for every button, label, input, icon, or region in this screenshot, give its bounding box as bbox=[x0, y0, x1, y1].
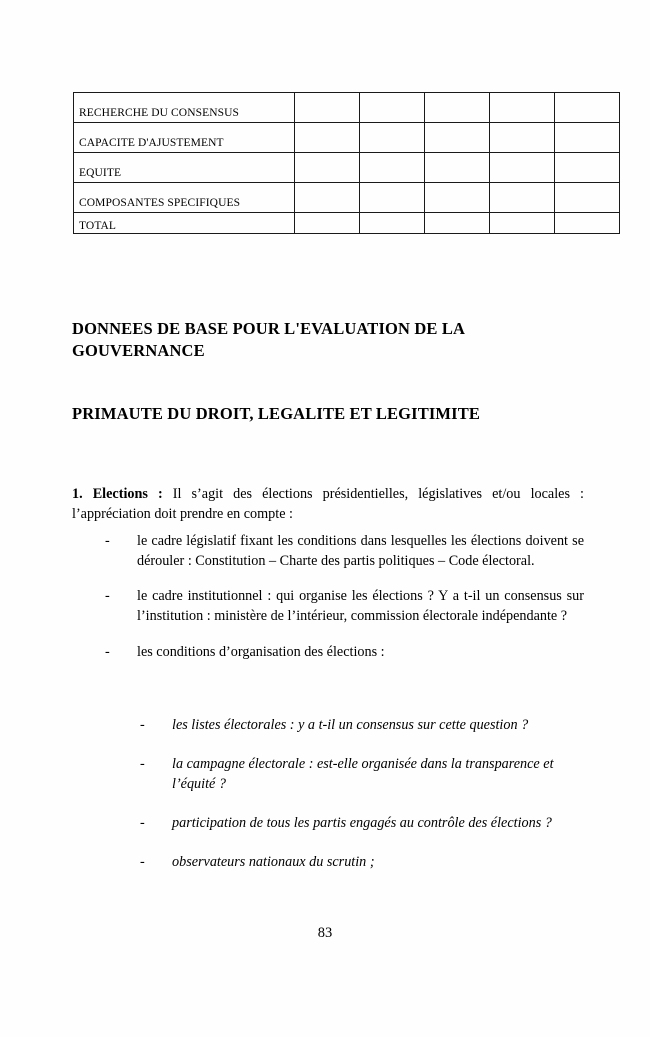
table-cell-empty bbox=[425, 213, 490, 234]
table-row-label: CAPACITE D'AJUSTEMENT bbox=[74, 123, 295, 153]
table-cell-empty bbox=[555, 183, 620, 213]
table-cell-empty bbox=[555, 93, 620, 123]
table-cell-empty bbox=[295, 213, 360, 234]
table-row-label: RECHERCHE DU CONSENSUS bbox=[74, 93, 295, 123]
bullet-dash-icon: - bbox=[105, 533, 110, 549]
intro-paragraph bbox=[72, 484, 584, 524]
table-row bbox=[74, 153, 620, 183]
document-section-heading: PRIMAUTE DU DROIT, LEGALITE ET LEGITIMITE bbox=[72, 404, 481, 423]
sub-list-item bbox=[72, 716, 584, 736]
sub-list-item-text: la campagne électorale : est-elle organisée dans la transparence et l’équité ? bbox=[172, 755, 554, 792]
table-cell-empty bbox=[555, 153, 620, 183]
table-cell-empty bbox=[425, 93, 490, 123]
table-cell-empty bbox=[360, 213, 425, 234]
table-cell-empty bbox=[555, 123, 620, 153]
table-cell-empty bbox=[295, 153, 360, 183]
table-cell-empty bbox=[295, 123, 360, 153]
table-cell-empty bbox=[360, 93, 425, 123]
table-cell-empty bbox=[425, 183, 490, 213]
page-number: 83 bbox=[317, 925, 333, 941]
sub-list-item bbox=[72, 814, 584, 834]
scoring-table bbox=[73, 92, 620, 234]
sub-list-item-text: les listes électorales : y a t-il un consensus sur cette question ? bbox=[172, 717, 529, 733]
table-row-label: TOTAL bbox=[74, 213, 295, 234]
bullet-list bbox=[72, 531, 584, 662]
intro-lead-label: 1. Elections : bbox=[72, 486, 163, 503]
table-cell-empty bbox=[490, 213, 555, 234]
list-item bbox=[72, 642, 584, 662]
sub-bullet-dash-icon: - bbox=[140, 755, 145, 772]
table-cell-empty bbox=[425, 123, 490, 153]
table-row bbox=[74, 183, 620, 213]
intro-body-text: Il s’agit des élections présidentielles, législatives et/ou locales : l’appréciation doit prendre en compte : bbox=[72, 486, 584, 523]
table-row bbox=[74, 123, 620, 153]
table-cell-empty bbox=[490, 93, 555, 123]
list-item bbox=[72, 586, 584, 626]
bullet-dash-icon: - bbox=[105, 588, 110, 605]
list-item-text: le cadre législatif fixant les conditions dans lesquelles les élections doivent se dérouler : Constitution – Charte des partis politiques – Code électoral. bbox=[137, 533, 584, 570]
table-cell-empty bbox=[360, 123, 425, 153]
table-row-label: EQUITE bbox=[74, 153, 295, 183]
sub-list-item bbox=[72, 853, 584, 873]
sub-bullet-dash-icon: - bbox=[140, 717, 145, 733]
table-row bbox=[74, 93, 620, 123]
table-cell-empty bbox=[490, 183, 555, 213]
list-item bbox=[72, 531, 584, 571]
sub-list-item-text: participation de tous les partis engagés au contrôle des élections ? bbox=[172, 814, 552, 831]
table-cell-empty bbox=[490, 153, 555, 183]
table-cell-empty bbox=[360, 183, 425, 213]
sub-bullet-dash-icon: - bbox=[140, 853, 145, 870]
sub-bullet-dash-icon: - bbox=[140, 814, 145, 831]
sub-list-item-text: observateurs nationaux du scrutin ; bbox=[172, 853, 375, 870]
table-cell-empty bbox=[295, 93, 360, 123]
sub-bullet-list bbox=[72, 716, 584, 872]
table-cell-empty bbox=[360, 153, 425, 183]
sub-list-item bbox=[72, 755, 584, 795]
table-cell-empty bbox=[490, 123, 555, 153]
document-main-heading: DONNEES DE BASE POUR L'EVALUATION DE LA GOUVERNANCE bbox=[72, 319, 465, 360]
bullet-dash-icon: - bbox=[105, 643, 110, 660]
table-cell-empty bbox=[555, 213, 620, 234]
scoring-table-container bbox=[73, 92, 584, 234]
table-cell-empty bbox=[425, 153, 490, 183]
list-item-text: le cadre institutionnel : qui organise les élections ? Y a t-il un consensus sur l’institution : ministère de l’intérieur, commission électorale indépendante ? bbox=[137, 588, 584, 625]
table-row-label: COMPOSANTES SPECIFIQUES bbox=[74, 183, 295, 213]
table-row-total bbox=[74, 213, 620, 234]
table-cell-empty bbox=[295, 183, 360, 213]
list-item-text: les conditions d’organisation des élections : bbox=[137, 643, 385, 660]
